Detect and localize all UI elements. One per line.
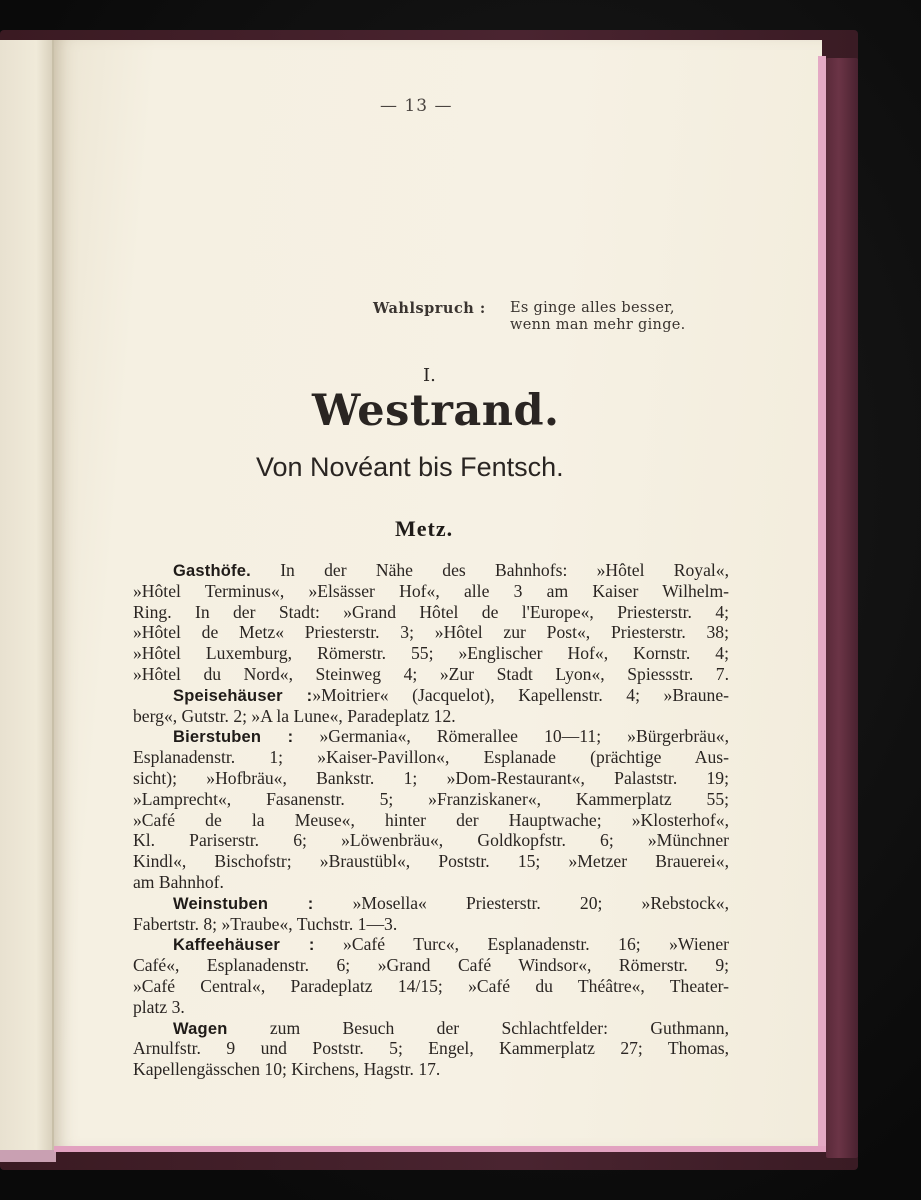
text-line: »Hôtel de Metz« Priesterstr. 3; »Hôtel zur Post«, Priesterstr. 38; — [133, 622, 729, 643]
motto-label: Wahlspruch : — [373, 300, 486, 317]
text-line: »Café de la Meuse«, hinter der Hauptwache; »Klosterhof«, — [133, 809, 729, 830]
paragraph-heading: Speisehäuser : — [173, 686, 313, 705]
chapter-title: Westrand. — [312, 386, 560, 436]
text-line: Ring. In der Stadt: »Grand Hôtel de l'Europe«, Priesterstr. 4; — [133, 601, 729, 622]
text-line — [133, 726, 729, 747]
left-page — [0, 40, 54, 1152]
line-text: »Moitrier« (Jacquelot), Kapellenstr. 4; »Braune- — [312, 684, 730, 705]
book-cover-edge — [826, 58, 858, 1158]
paragraph-heading: Bierstuben : — [173, 728, 294, 747]
text-line: Esplanadenstr. 1; »Kaiser-Pavillon«, Esplanade (prächtige Aus- — [133, 747, 729, 768]
motto-line: wenn man mehr ginge. — [510, 317, 686, 333]
text-line: »Lamprecht«, Fasanenstr. 5; »Franziskaner«, Kammerplatz 55; — [133, 788, 729, 809]
paragraph-heading: Wagen — [173, 1019, 228, 1038]
text-line: berg«, Gutstr. 2; »A la Lune«, Paradeplatz 12. — [133, 705, 456, 726]
chapter-number: I. — [423, 365, 436, 386]
text-line: »Hôtel Terminus«, »Elsässer Hof«, alle 3 am Kaiser Wilhelm- — [133, 580, 729, 601]
text-line — [133, 893, 729, 914]
text-line: Kindl«, Bischofstr; »Braustübl«, Poststr. 15; »Metzer Brauerei«, — [133, 851, 729, 872]
page-bottom-edge — [54, 1146, 826, 1152]
chapter-subtitle: Von Novéant bis Fentsch. — [256, 452, 564, 482]
paragraph-heading: Kaffeehäuser : — [173, 936, 315, 955]
text-line: »Hôtel Luxemburg, Römerstr. 55; »Englischer Hof«, Kornstr. 4; — [133, 643, 729, 664]
text-line: Kl. Pariserstr. 6; »Löwenbräu«, Goldkopfstr. 6; »Münchner — [133, 830, 729, 851]
line-text: In der Nähe des Bahnhofs: »Hôtel Royal«, — [280, 560, 729, 580]
text-line — [133, 560, 729, 581]
line-text: »Germania«, Römerallee 10—11; »Bürgerbräu«, — [319, 726, 729, 747]
text-line: Fabertstr. 8; »Traube«, Tuchstr. 1—3. — [133, 913, 398, 934]
text-line: am Bahnhof. — [133, 871, 224, 892]
motto-line: Es ginge alles besser, — [510, 300, 675, 316]
text-line: Café«, Esplanadenstr. 6; »Grand Café Windsor«, Römerstr. 9; — [133, 955, 729, 976]
paragraph-heading: Gasthöfe. — [173, 562, 251, 580]
section-title: Metz. — [395, 516, 454, 541]
text-line: platz 3. — [133, 996, 185, 1017]
page-number: — 13 — — [380, 96, 453, 116]
body-text — [133, 560, 729, 1080]
page-edge — [818, 56, 826, 1146]
text-line — [133, 934, 729, 955]
line-text: zum Besuch der Schlachtfelder: Guthmann, — [269, 1017, 729, 1038]
paragraph-heading: Weinstuben : — [173, 894, 314, 913]
line-text: »Mosella« Priesterstr. 20; »Rebstock«, — [352, 892, 729, 913]
left-page-edge — [0, 1150, 56, 1162]
text-line: Kapellengässchen 10; Kirchens, Hagstr. 17. — [133, 1059, 441, 1080]
text-line — [133, 1018, 729, 1039]
text-line — [133, 685, 729, 706]
text-line: Arnulfstr. 9 und Poststr. 5; Engel, Kammerplatz 27; Thomas, — [133, 1038, 729, 1059]
text-line: »Hôtel du Nord«, Steinweg 4; »Zur Stadt Lyon«, Spiessstr. 7. — [133, 663, 729, 684]
text-line: »Café Central«, Paradeplatz 14/15; »Café du Théâtre«, Theater- — [133, 975, 729, 996]
text-line: sicht); »Hofbräu«, Bankstr. 1; »Dom-Restaurant«, Palaststr. 19; — [133, 767, 729, 788]
line-text: »Café Turc«, Esplanadenstr. 16; »Wiener — [343, 934, 729, 955]
